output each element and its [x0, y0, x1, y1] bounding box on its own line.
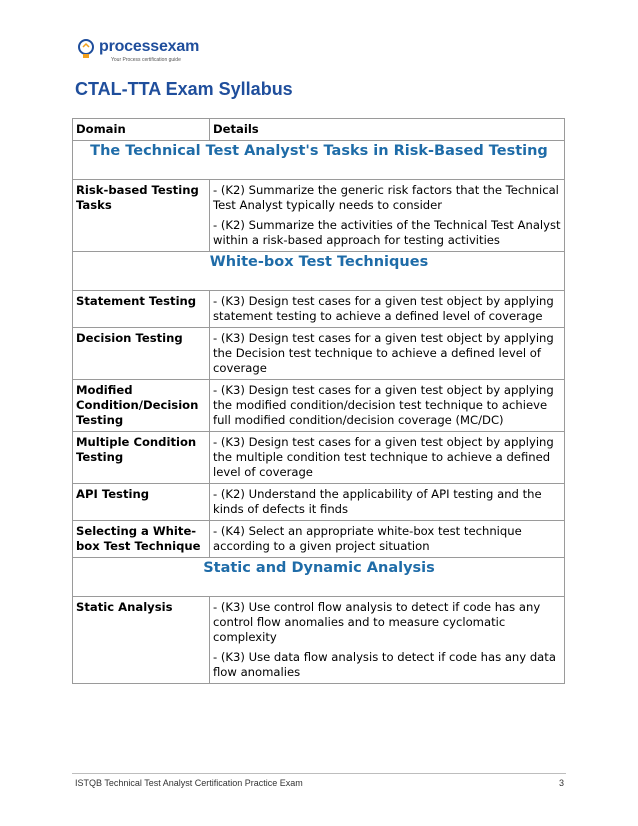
details-cell — [210, 484, 565, 521]
table-row — [73, 597, 565, 684]
page-number: 3 — [558, 778, 564, 788]
table-header-row — [73, 119, 565, 141]
domain-cell: Risk-based Testing Tasks — [73, 180, 210, 252]
domain-cell: Decision Testing — [73, 328, 210, 380]
domain-cell: Multiple Condition Testing — [73, 432, 210, 484]
table-row — [73, 328, 565, 380]
objective-text: - (K4) Select an appropriate white-box test technique according to a given project situation — [213, 524, 522, 553]
table-row — [73, 432, 565, 484]
details-cell — [210, 380, 565, 432]
domain-cell: API Testing — [73, 484, 210, 521]
domain-cell: Static Analysis — [73, 597, 210, 684]
objective-text: - (K3) Design test cases for a given test object by applying statement testing to achieve a defined level of coverage — [213, 294, 554, 323]
table-row — [73, 521, 565, 558]
section-title: The Technical Test Analyst's Tasks in Risk-Based Testing — [73, 141, 565, 180]
details-cell — [210, 328, 565, 380]
syllabus-table — [72, 118, 565, 684]
details-cell — [210, 180, 565, 252]
objective-text: - (K3) Use control flow analysis to detect if code has any control flow anomalies and to measure cyclomatic complexity — [213, 600, 541, 644]
details-cell — [210, 521, 565, 558]
table-row — [73, 291, 565, 328]
table-row — [73, 484, 565, 521]
details-cell — [210, 432, 565, 484]
section-row — [73, 252, 565, 291]
domain-cell: Statement Testing — [73, 291, 210, 328]
objective-text: - (K2) Summarize the generic risk factors that the Technical Test Analyst typically needs to consider — [213, 183, 559, 212]
domain-cell: Selecting a White-box Test Technique — [73, 521, 210, 558]
objective-text: - (K2) Summarize the activities of the Technical Test Analyst within a risk-based approach for testing activities — [213, 218, 561, 247]
domain-cell: Modified Condition/Decision Testing — [73, 380, 210, 432]
objective-text: - (K3) Design test cases for a given test object by applying the Decision test technique to achieve a defined level of coverage — [213, 331, 554, 375]
lightbulb-icon — [75, 38, 97, 60]
objective-text: - (K3) Use data flow analysis to detect if code has any data flow anomalies — [213, 650, 556, 679]
objective-text: - (K3) Design test cases for a given test object by applying the modified condition/decision test technique to achieve full modified condition/decision coverage (MC/DC) — [213, 383, 554, 427]
objective-text: - (K2) Understand the applicability of API testing and the kinds of defects it finds — [213, 487, 542, 516]
section-title: White-box Test Techniques — [73, 252, 565, 291]
objective-text: - (K3) Design test cases for a given test object by applying the multiple condition test technique to achieve a defined level of coverage — [213, 435, 554, 479]
section-row — [73, 141, 565, 180]
processexam-logo — [75, 36, 205, 68]
logo-tagline: Your Process certification guide — [111, 57, 181, 63]
section-title: Static and Dynamic Analysis — [73, 558, 565, 597]
table-row — [73, 180, 565, 252]
footer-divider — [72, 773, 566, 774]
table-row — [73, 380, 565, 432]
header-domain: Domain — [73, 119, 210, 141]
details-cell — [210, 291, 565, 328]
footer-text: ISTQB Technical Test Analyst Certification Practice Exam — [75, 778, 303, 788]
details-cell — [210, 597, 565, 684]
section-row — [73, 558, 565, 597]
page-title: CTAL-TTA Exam Syllabus — [75, 79, 293, 99]
header-details: Details — [210, 119, 565, 141]
logo-name: processexam — [99, 38, 200, 55]
